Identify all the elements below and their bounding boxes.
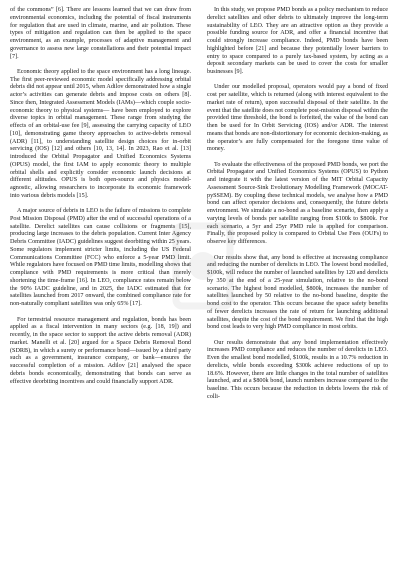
paragraph: A major source of debris in LEO is the failure of missions to complete Post Mission Disposal (PMD) after the end of successful operations of a satellite. Derelict satellites can cause collisions or fragments [15], producing large increases to the debris population. Current Inter Agency Debris Committee (IADC) guidelines suggest deorbiting within 25 years. Some regulators implement stricter limits, including the US Federal Communications Committee (FCC) who enforce a 5-year PMD limit. While regulators have focused on PMD time limits, modelling shows that compliance with PMD requirements is more critical than merely shortening the time-frame [16]. In LEO, compliance rates remain below the 90% IADC guideline, and in 2025, the IADC estimated that for satellites launched from 2017 onward, the combined compliance rate for non-naturally compliant satellites was only 65% [17].: [10, 208, 191, 308]
paragraph: of the commons” [6]. There are lessons learned that we can draw from environmental economics, including the potential of fiscal instruments for regulation that are used in climate, marine, and air pollution. These types of mitigation and regulation can then be applied to the space environment, as an example, processes of adaptive management and governance to assess new large constellations and their potential impact [7].: [10, 7, 191, 60]
paragraph: To evaluate the effectiveness of the proposed PMD bonds, we port the Orbital Propagator and Unified Economics Systems (OPUS) to Python and integrate it with the latest version of the MIT Orbital Capacity Assessment Source-Sink Evolutionary Modelling Framework (MOCAT-pySSEM). By coupling these technical models, we analyse how a PMD bond can affect operator decisions and, consequently, the future debris environment. We simulate a no-bond as a baseline scenario, then apply a varying levels of bonds per satellite ranging from $100k to $800k. For each scenario, a 5yr and 25yr PMD rule is applied for comparison. Finally, the proposed policy is compared to Orbital Use Fees (OUFs) to observe key differences.: [207, 161, 388, 246]
paragraph: For terrestrial resource management and regulation, bonds has been applied as a fiscal intervention in many sectors (e.g. [18, 19]) and recently, in the space sector to support the active debris removal (ADR) market. Manelli et al. [20] argued for a Space Debris Removal Bond (SDRB), in which a surety or performance bond—issued by a third party such as a government, insurance company, or bank—ensures the successful completion of a mission. Adilov [21] analysed the space debris bonds economically, demonstrating that bonds can serve as effective deorbiting incentives and could financially support ADR.: [10, 316, 191, 385]
paragraph: Our results show that, any bond is effective at increasing compliance and reducing the number of derelicts in LEO. The lowest bond modelled, $100k, will reduce the number of launched satellites by 120 and derelicts by 350 at the end of a 25-year simulation, relative to the no-bond scenario. The highest bond modelled, $800k, increases the number of satellites launched by 50 relative to the no-bond baseline, despite the bond cost to the operator. This occurs because the space safety benefits of fewer derelicts increases the rate of return for launching additional satellites, despite the cost of the bond requirement. We find that the high bond cost leads to very high PMD compliance in most orbits.: [207, 254, 388, 331]
left-column: [10, 7, 191, 394]
paragraph: Under our modelled proposal, operators would pay a bond of fixed cost per satellite, which is returned (along with interest equivalent to the market rate of return), upon successful disposal of their satellite. In the event that the satellite does not complete post-mission disposal within the provided time threshold, the bond is forfeited, the value of the bond can then be used for In Orbit Servicing (IOS) and/or ADR. The interest means that bonds are non-distortionary for economic decision-making, as the operator’s are fully compensated for the foregone time value of money.: [207, 84, 388, 153]
right-column: [207, 7, 388, 409]
paragraph: In this study, we propose PMD bonds as a policy mechanism to reduce derelict satellites and other debris to ultimately improve the long-term sustainability of LEO. They are an attractive option as they provide a possible funding source for ADR, and offer a financial incentive that could strongly increase compliance. Indeed, PMD bonds have been highlighted before [21] and because they potentially lower barriers to entry to space compared to a purely tax-based system, by acting as a deposit secondary markets can be used to cover the costs for smaller businesses [9].: [207, 7, 388, 75]
paragraph: Economic theory applied to the space environment has a long lineage. The first peer-reviewed economic model specifically addressing orbital debris did not appear until 2015, when Adilov demonstrated how a single actor’s activities can generate debris and impose costs on others [8]. Since then, Integrated Assessment Models (IAMs)—which couple socio-economic theory to physical systems— have been employed to explore diverse topics in orbital management. These range from studying the effects of an orbital-use fee [9], assessing the carrying capacity of LEO [10], demonstrating game theory approaches to active-debris removal (ADR) [11], to understanding satellite design choices for in-orbit servicing (IOS) [12] and others [10, 13, 14]. In 2023, Rao et al. [13] introduced the Orbital Propagator and Unified Economics Systems (OPUS) model, the first IAM to apply economic theory to multiple orbital shells and explicitly consider economic launch decisions at different altitudes. OPUS is both open-source and physics model-agnostic, allowing researchers to incorporate its economic framework into various debris models [15].: [10, 68, 191, 199]
paragraph: Our results demonstrate that any bond implementation effectively increases PMD compliance and reduces the number of derelicts in LEO. Even the smallest bond modelled, $100k, results in a 10.7% reduction in derelicts, while bonds exceeding $300k achieve reductions of up to 18.6%. However, there are little changes in the total number of satellites launched, and at a $800k bond, launch numbers increase compared to the baseline. This occurs because the reduction in debris lowers the risk of colli-: [207, 339, 388, 400]
